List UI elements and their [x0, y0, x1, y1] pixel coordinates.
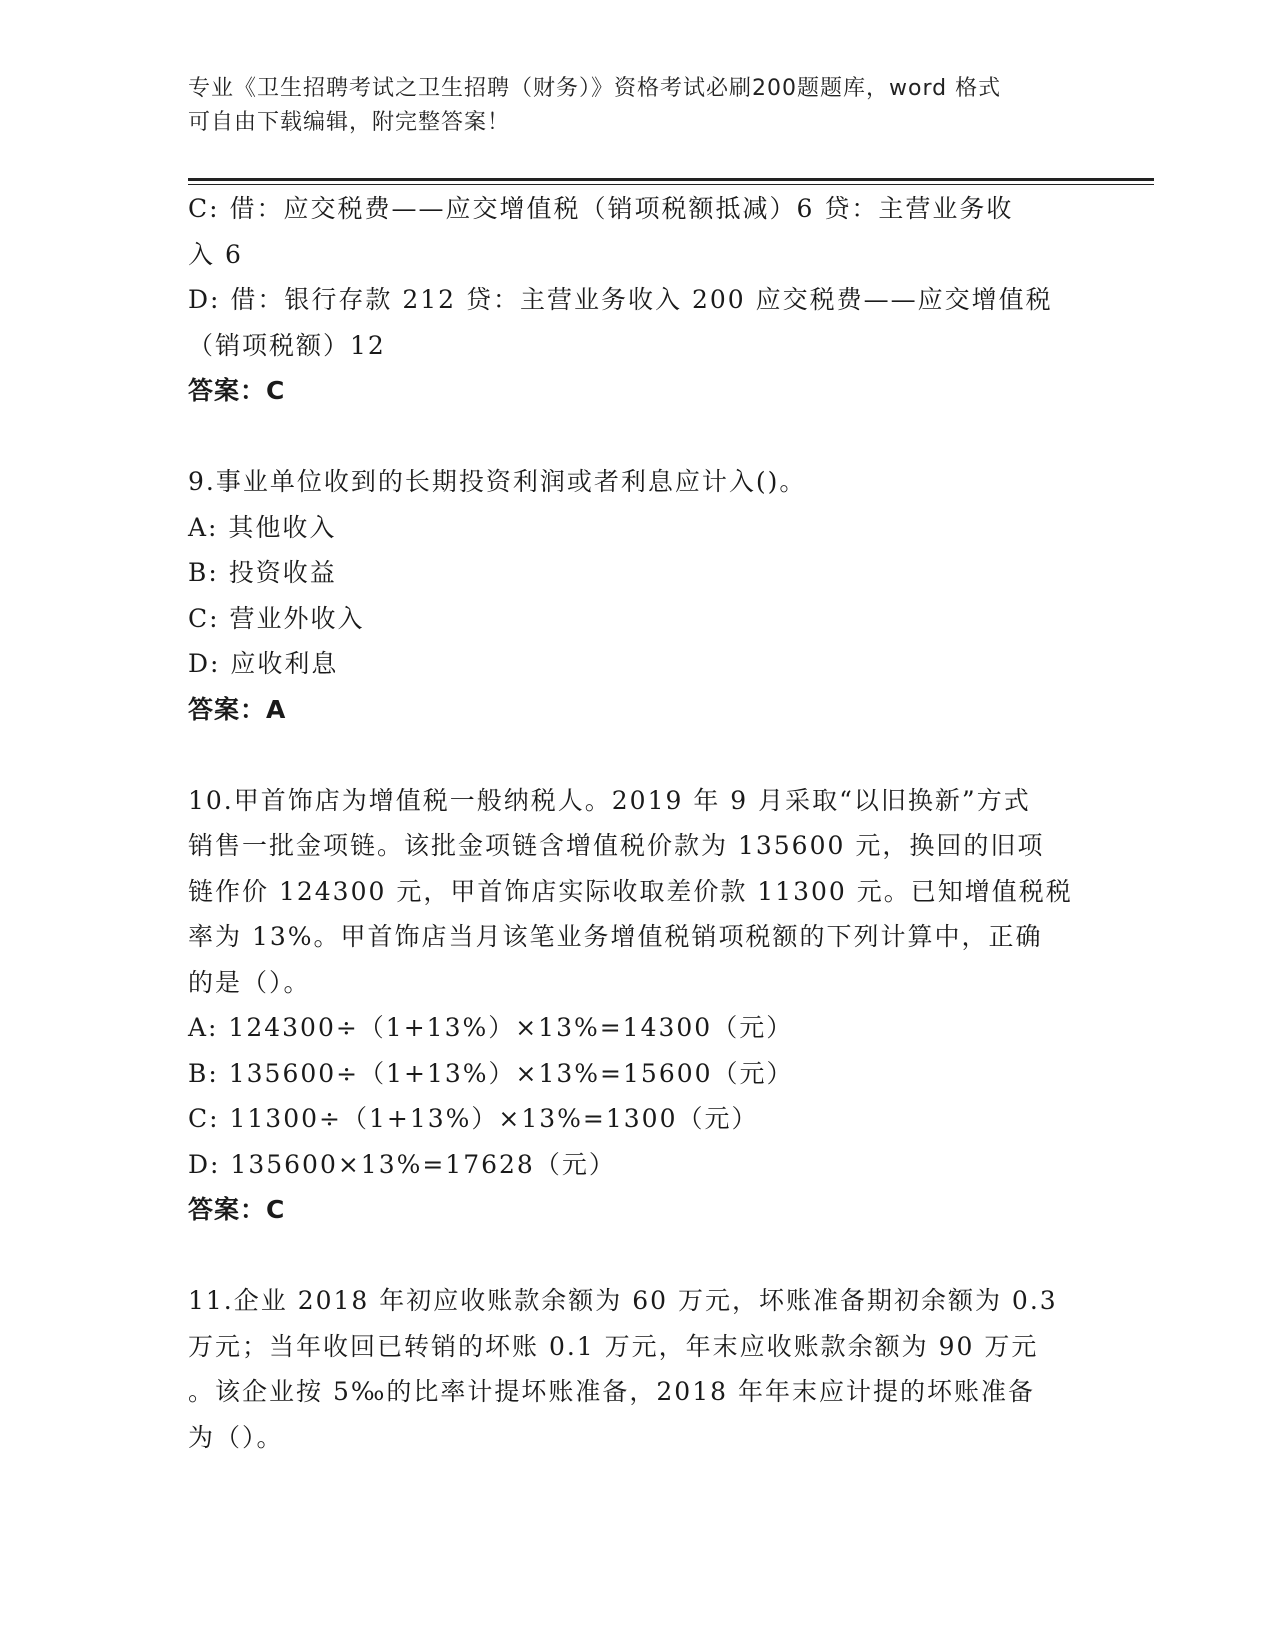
option-a: A: 其他收入 [188, 512, 337, 542]
option-c: C: 11300÷（1+13%）×13%=1300（元） [188, 1104, 759, 1133]
header-divider-thick [188, 178, 1154, 181]
question-stem-line-1: 10.甲首饰店为增值税一般纳税人。2019 年 9 月采取“以旧换新”方式 [188, 785, 1031, 815]
answer-line: 答案：A [188, 694, 287, 724]
question-9 [188, 459, 1088, 732]
option-c-line-1: C: 借：应交税费——应交增值税（销项税额抵减）6 贷：主营业务收 [188, 194, 1014, 223]
option-c-line-2: 入 6 [188, 239, 243, 269]
answer-line: 答案：C [188, 1195, 286, 1224]
question-stem-line-2: 销售一批金项链。该批金项链含增值税价款为 135600 元，换回的旧项 [188, 831, 1045, 860]
header-title-line-2: 可自由下载编辑，附完整答案！ [188, 110, 511, 135]
question-content [188, 186, 1088, 1460]
header-divider-thin [188, 184, 1154, 185]
question-stem-line-3: 链作价 124300 元，甲首饰店实际收取差价款 11300 元。已知增值税税 [188, 876, 1073, 906]
option-b: B: 135600÷（1+13%）×13%=15600（元） [188, 1058, 794, 1088]
question-stem-line-4: 为（）。 [188, 1422, 284, 1452]
question-stem-line-5: 的是（）。 [188, 967, 311, 997]
spacer [188, 1233, 1088, 1279]
question-stem-line-1: 11.企业 2018 年初应收账款余额为 60 万元，坏账准备期初余额为 0.3 [188, 1286, 1058, 1315]
document-header [188, 72, 1068, 140]
option-b: B: 投资收益 [188, 558, 337, 587]
option-c: C: 营业外收入 [188, 603, 365, 633]
question-10 [188, 778, 1088, 1233]
question-stem-line-2: 万元；当年收回已转销的坏账 0.1 万元，年末应收账款余额为 90 万元 [188, 1331, 1039, 1361]
option-d-line-2: （销项税额）12 [188, 330, 386, 360]
option-d-line-1: D: 借：银行存款 212 贷：主营业务收入 200 应交税费——应交增值税 [188, 285, 1053, 314]
question-stem-line-4: 率为 13%。甲首饰店当月该笔业务增值税销项税额的下列计算中，正确 [188, 922, 1043, 951]
question-8-tail [188, 186, 1088, 414]
answer-line: 答案：C [188, 376, 286, 405]
option-d: D: 应收利息 [188, 649, 339, 678]
spacer [188, 732, 1088, 778]
question-stem: 9.事业单位收到的长期投资利润或者利息应计入()。 [188, 467, 807, 496]
option-a: A: 124300÷（1+13%）×13%=14300（元） [188, 1013, 794, 1042]
question-11 [188, 1278, 1088, 1460]
option-d: D: 135600×13%=17628（元） [188, 1149, 616, 1179]
header-title-line-1: 专业《卫生招聘考试之卫生招聘（财务）》资格考试必刷200题题库，word 格式 [188, 76, 1002, 101]
spacer [188, 414, 1088, 460]
question-stem-line-3: 。该企业按 5‰的比率计提坏账准备，2018 年年末应计提的坏账准备 [188, 1377, 1035, 1406]
